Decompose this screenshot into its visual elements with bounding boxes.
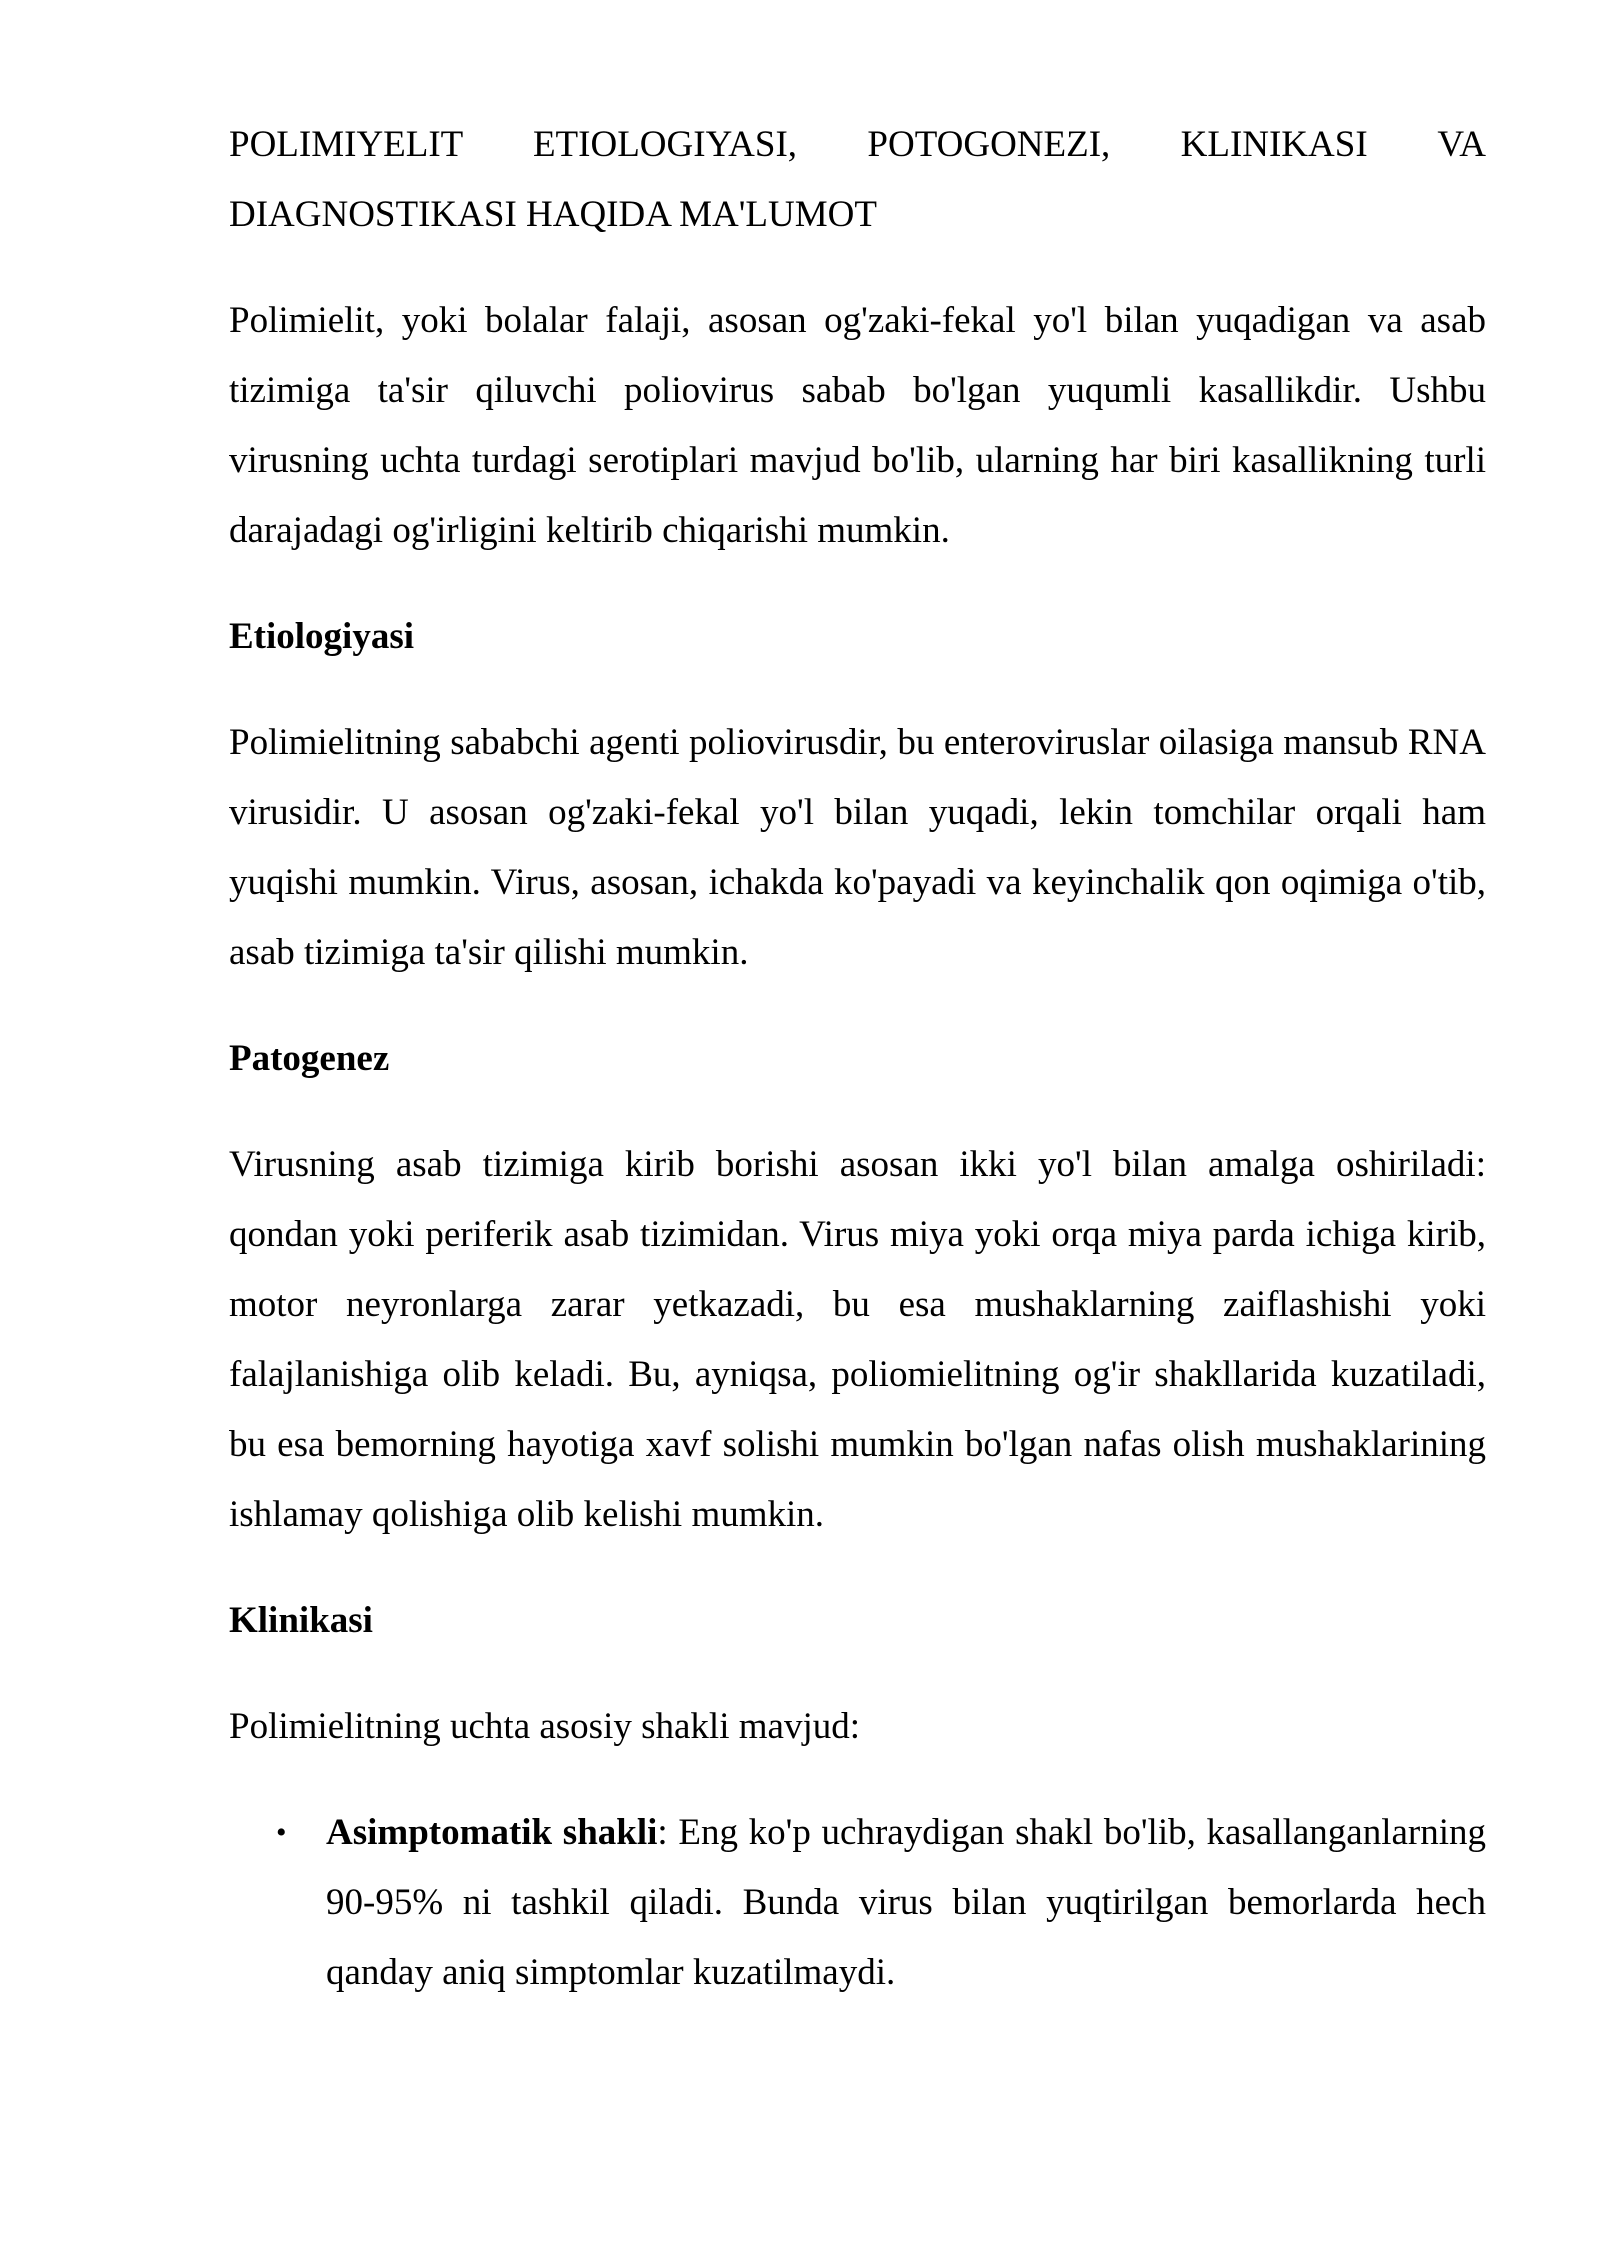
clinical-heading: Klinikasi [229, 1600, 373, 1641]
list-item-text: Eng ko'p uchraydigan shakl bo'lib, kasallanganlarning 90-95% ni tashkil qiladi. Bunda virus bilan yuqtirilgan bemorlarda hech qanday aniq simptomlar kuzatilmaydi. [326, 1812, 1486, 1993]
document-page [229, 110, 1486, 2008]
title-line-1: POLIMIYELIT ETIOLOGIYASI, POTOGONEZI, KLINIKASI VA [229, 124, 1486, 165]
clinical-forms-list [229, 1798, 1486, 2008]
list-item [229, 1798, 1486, 2008]
list-item-separator: : [657, 1812, 668, 1853]
pathogenesis-heading: Patogenez [229, 1038, 390, 1079]
bullet-icon: • [276, 1816, 287, 1849]
title-line-2: DIAGNOSTIKASI HAQIDA MA'LUMOT [229, 194, 877, 235]
pathogenesis-paragraph: Virusning asab tizimiga kirib borishi asosan ikki yo'l bilan amalga oshiriladi: qondan yoki periferik asab tizimidan. Virus miya yoki orqa miya parda ichiga kirib, motor neyronlarga zarar yetkazadi, bu esa mushaklarning zaiflashishi yoki falajlanishiga olib keladi. Bu, ayniqsa, poliomielitning og'ir shakllarida kuzatiladi, bu esa bemorning hayotiga xavf solishi mumkin bo'lgan nafas olish mushaklarining ishlamay qolishiga olib kelishi mumkin. [229, 1144, 1486, 1535]
clinical-paragraph: Polimielitning uchta asosiy shakli mavjud: [229, 1706, 861, 1747]
etiology-paragraph: Polimielitning sababchi agenti poliovirusdir, bu enteroviruslar oilasiga mansub RNA virusidir. U asosan og'zaki-fekal yo'l bilan yuqadi, lekin tomchilar orqali ham yuqishi mumkin. Virus, asosan, ichakda ko'payadi va keyinchalik qon oqimiga o'tib, asab tizimiga ta'sir qilishi mumkin. [229, 722, 1486, 973]
list-item-term: Asimptomatik shakli [326, 1812, 658, 1853]
document-title [229, 110, 1486, 250]
intro-paragraph: Polimielit, yoki bolalar falaji, asosan og'zaki-fekal yo'l bilan yuqadigan va asab tizimiga ta'sir qiluvchi poliovirus sabab bo'lgan yuqumli kasallikdir. Ushbu virusning uchta turdagi serotiplari mavjud bo'lib, ularning har biri kasallikning turli darajadagi og'irligini keltirib chiqarishi mumkin. [229, 300, 1486, 551]
etiology-heading: Etiologiyasi [229, 616, 415, 657]
